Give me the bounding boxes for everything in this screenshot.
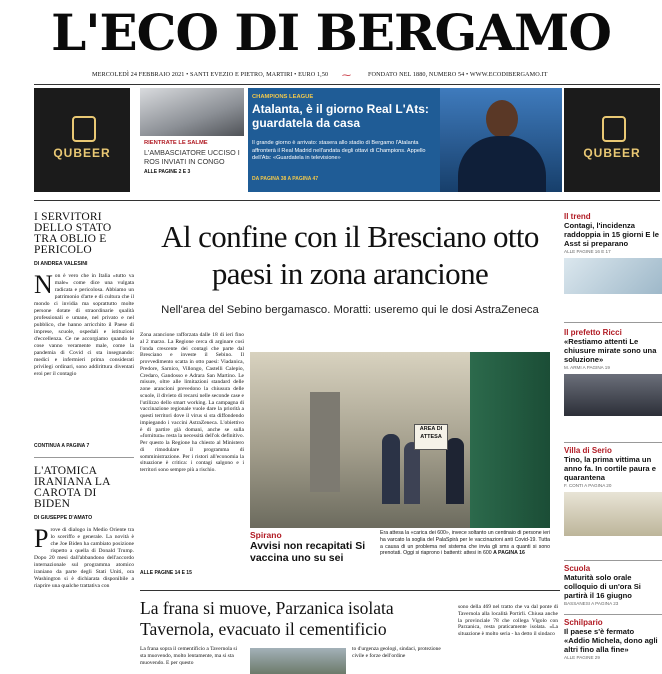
divider <box>140 590 560 591</box>
right-item-trend[interactable] <box>564 212 662 298</box>
right-kicker: Scuola <box>564 564 591 573</box>
teaser-page-ref: DA PAGINA 38 A PAGINA 47 <box>252 176 319 182</box>
frana-photo <box>250 648 346 674</box>
caption-text <box>380 530 550 557</box>
right-page: ALLE PAGINE 29 <box>564 655 600 660</box>
door <box>310 392 340 492</box>
teaser-kicker: RIENTRATE LE SALME <box>144 140 208 146</box>
person <box>404 442 420 504</box>
brand-mark-icon: ⁓ <box>342 70 352 80</box>
editorial-text <box>34 273 134 443</box>
ad-left[interactable] <box>34 88 130 192</box>
frana-col: to d'urgenza geologi, sindaci, protezione civile e forze dell'ordine <box>352 646 441 659</box>
caption-body: Era attesa la «carica dei 600», invece soltanto un centinaio di persone ieri ha varcato la soglia del PalaSpirà per le vaccinazioni anti Covid-19. Tutta a causa di un problema nel sistema che invia gli sms a quanti si sono prenotati. Oggi si riaprono i battenti: attesi in 600 <box>380 530 550 557</box>
divider <box>564 560 662 561</box>
right-page: F. CONTI A PAGINA 20 <box>564 483 612 488</box>
right-headline: Maturità solo orale colloquio di un'ora Si partirà il 16 giugno <box>564 573 641 600</box>
teaser-atalanta[interactable] <box>248 88 562 192</box>
article-pages[interactable]: ALLE PAGINE 14 E 15 <box>140 570 192 576</box>
teaser-body: Il grande giorno è arrivato: stasera allo stadio di Bergamo l'Atalanta affronterà il Real Madrid nell'andata degli ottavi di Champions. Appello dell'Ats: «Guardatela in televisione» <box>252 140 426 161</box>
right-page: M. ARMI A PAGINA 19 <box>564 365 610 370</box>
player-head <box>486 100 518 138</box>
player-body <box>458 136 546 192</box>
right-item-prefetto[interactable] <box>564 328 662 420</box>
editorial-title[interactable]: I SERVITORI DELLO STATO TRA OBLIO E PERICOLO <box>34 211 112 256</box>
right-headline: «Restiamo attenti Le chiusure mirate sono una soluzione» <box>564 337 657 364</box>
right-page: BASSANESI A PAGINA 23 <box>564 601 619 606</box>
teaser-kicker: CHAMPIONS LEAGUE <box>252 94 314 100</box>
caption-headline: Avvisi non recapitati Si vaccina uno su sei <box>250 540 366 564</box>
frana-text: sono della 469 nel tratto che va dal ponte di Tavernola alla località Portirli. Chiusa anche la provinciale 78 che collega Vigolo con Parzanica, resta praticamente isolata. «La situazione è molto seria - ha detto il sindaco <box>458 604 558 637</box>
article-body: Zona arancione rafforzata dalle 18 di ieri fino al 2 marzo. La Regione cerca di arginare così l'onda crescente dei contagi che parte dal Bresciano e investe il Sebino. Il provvedimento scatta in otto paesi: Viadanica, Predore, Sarnico, Villongo, Castelli Calepio, Credaro, Gandosso e Adrara San Martino. Le misure, oltre alle limitazioni standard delle zone arancioni prevedono la chiusura delle scuole, il divieto di recarsi nelle seconde case e l'utilizzo dello smart working. La campagna di vaccinazione regionale vuole dare la priorità a questi territori dove il virus si sta diffondendo impiegando i vaccini AstraZeneca. L'obiettivo è di partire già domani, anche se sulla «fornitura» resta la necessità dell'ok definitivo. Per questo la Regione ha chiesto al Ministero di rimodulare il programma di somministrazione. Per i ristori all'economia la situazione è critica: i contagi salgono e i territori sono sempre più a rischio. <box>140 332 244 473</box>
frana-col: La frana sopra il cementificio a Tavernola si sta muovendo, molto lentamente, ma si sta muovendo. E per questo <box>140 646 238 666</box>
dateline-left: MERCOLEDÌ 24 FEBBRAIO 2021 • SANTI EVEZIO E PIETRO, MARTIRI • EURO 1,50 <box>92 71 329 78</box>
divider <box>564 322 662 323</box>
vaccination-photo[interactable] <box>250 352 550 528</box>
frana-headline[interactable]: La frana si muove, Parzanica isolata Tavernola, evacuato il cementificio <box>140 598 394 639</box>
right-kicker: Il trend <box>564 212 591 221</box>
editorial-body: rove di dialogo in Medio Oriente tra lo sceriffo e generale. La novità è che Joe Biden ha cambiato posizione rispetto a quella di Donald Trump. Dopo 20 mesi dall'abbandono dell'accordo internazionale sul programma atomico iraniano da parte degli Stati Uniti, ora Washington si è dichiarata disponibile a riaprire una qualche trattativa con <box>34 527 134 589</box>
right-item-scuola[interactable] <box>564 564 662 606</box>
masthead[interactable]: L'ECO DI BERGAMO <box>51 3 611 62</box>
right-headline: Contagi, l'incidenza raddoppia in 15 giorni E le Asst si preparano <box>564 221 659 248</box>
beer-mug-icon <box>72 116 96 142</box>
dateline <box>0 68 662 82</box>
right-photo <box>564 374 662 416</box>
main-subhead: Nell'area del Sebino bergamasco. Moratti: useremo qui le dosi AstraZeneca <box>161 304 539 316</box>
waiting-area-sign: AREA DI ATTESA <box>414 424 448 450</box>
right-headline: Tino, la prima vittima un anno fa. In cortile paura e quarantena <box>564 455 656 482</box>
editorial-column <box>34 212 134 627</box>
dropcap: P <box>34 527 49 553</box>
main-headline[interactable]: Al confine con il Bresciano otto paesi in zona arancione <box>161 219 539 291</box>
person <box>446 438 464 504</box>
right-photo <box>564 258 662 294</box>
main-article <box>140 332 244 577</box>
divider <box>564 614 662 615</box>
divider <box>34 457 134 458</box>
dropcap: N <box>34 273 53 299</box>
right-kicker: Il prefetto Ricci <box>564 328 622 337</box>
editorial-title[interactable]: L'ATOMICA IRANIANA LA CAROTA DI BIDEN <box>34 465 110 510</box>
teaser-page-ref: ALLE PAGINE 2 E 3 <box>144 169 191 175</box>
caption-headline-block[interactable] <box>250 530 378 564</box>
ad-brand: QUBEER <box>53 146 111 160</box>
editorial-body: on è vero che in Italia «tutto va male» come dice una vulgata radicata e pericolosa. Abbiamo un patrimonio d'arte e di cultura che il mondo ci invidia ma soprattutto molte persone dotate di straordinarie qualità professionali e umane, nel privato e nel pubblico, che hanno arricchito il Paese di imprese, scuole, ospedali e istituzioni d'eccellenza. Ce ne accorgiamo quando le cose vanno veramente male, come la pandemia di Covid ci sta insegnando: medici e infermieri prima considerati privilegi ordinari, sono addirittura diventati eroi per il contagio <box>34 273 134 377</box>
teaser-photo <box>140 88 244 136</box>
wall <box>470 352 550 528</box>
dateline-right: FONDATO NEL 1880, NUMERO 54 • WWW.ECODIBERGAMO.IT <box>368 71 548 78</box>
editorial-byline: DI ANDREA VALESINI <box>34 261 88 267</box>
beer-mug-icon <box>602 116 626 142</box>
caption-kicker: Spirano <box>250 530 282 540</box>
right-headline: Il paese s'è fermato «Addio Michela, dono agli altri fino alla fine» <box>564 627 658 654</box>
divider <box>34 84 660 85</box>
editorial-text <box>34 527 134 627</box>
player-photo <box>440 88 562 192</box>
right-photo <box>564 492 662 536</box>
right-kicker: Villa di Serio <box>564 446 612 455</box>
divider <box>34 200 660 201</box>
teaser-headline: Atalanta, è il giorno Real L'Ats: guardatela da casa <box>252 102 429 130</box>
teaser-salme[interactable] <box>140 88 244 192</box>
teaser-headline: L'AMBASCIATORE UCCISO I ROS INVIATI IN CONGO <box>144 148 240 166</box>
ad-right[interactable] <box>564 88 660 192</box>
caption-page[interactable]: A PAGINA 16 <box>493 550 525 557</box>
divider <box>564 442 662 443</box>
continue-link[interactable]: CONTINUA A PAGINA 7 <box>34 443 90 449</box>
editorial-byline: DI GIUSEPPE D'AMATO <box>34 515 93 521</box>
ad-brand: QUBEER <box>583 146 641 160</box>
right-item-schilpario[interactable] <box>564 618 662 660</box>
right-page: ALLE PAGINE 16 E 17 <box>564 249 611 254</box>
person <box>382 434 400 504</box>
right-item-villa[interactable] <box>564 446 662 540</box>
right-kicker: Schilpario <box>564 618 603 627</box>
